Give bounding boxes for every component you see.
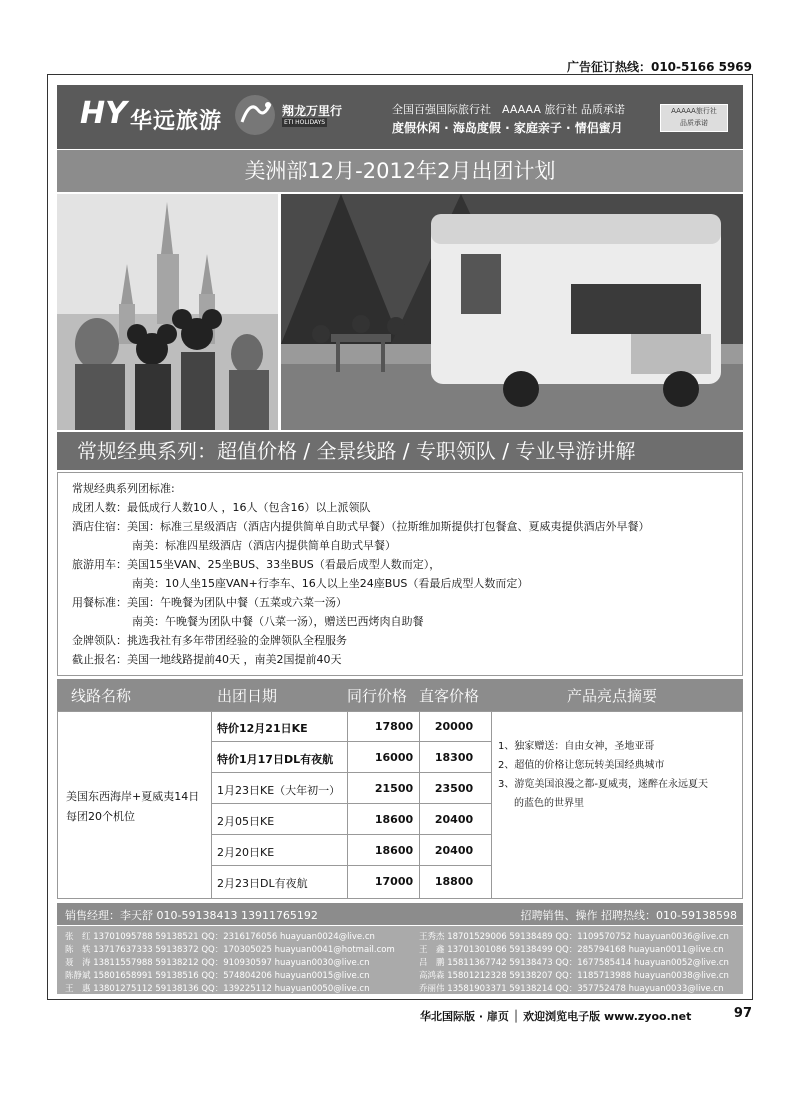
page-title: 美洲部12月-2012年2月出团计划 (57, 150, 743, 192)
list-item: 王 鑫 13701301086 59138499 QQ：285794168 huayuan0011@live.cn (419, 945, 724, 955)
table-header (57, 679, 743, 711)
column-divider (419, 712, 420, 898)
recruit-hotline: 招聘销售、操作 招聘热线：010-59138598 (520, 909, 737, 922)
highlight-item: 3、游览美国浪漫之都-夏威夷，迷醉在永远夏天 (498, 779, 708, 790)
ad-hotline: 广告征订热线：010-5166 5969 (566, 60, 752, 74)
brand-services: 度假休闲 · 海岛度假 · 家庭亲子 · 情侣蜜月 (392, 121, 623, 135)
list-item: 王秀杰 18701529006 59138489 QQ：1109570752 huayuan0036@live.cn (419, 932, 729, 942)
sales-bar (57, 903, 743, 925)
agent-price: 18600 (374, 813, 414, 826)
badge-top: AAAAA旅行社 (671, 107, 717, 115)
list-item: 吕 鹏 15811367742 59138473 QQ：1677585414 huayuan0052@live.cn (419, 958, 729, 968)
contact-list (57, 926, 743, 994)
dragon-logo-icon (232, 92, 278, 138)
series-banner: 常规经典系列：超值价格 / 全景线路 / 专职领队 / 专业导游讲解 (57, 432, 743, 470)
tour-standards (57, 472, 743, 676)
direct-price: 20400 (434, 844, 474, 857)
highlight-item: 2、超值的价格让您玩转美国经典城市 (498, 760, 665, 771)
list-item: 聂 涛 13811557988 59138212 QQ：910930597 huayuan0030@live.cn (65, 958, 370, 968)
standard-meal-sa: 南美：午晚餐为团队中餐（八菜一汤），赠送巴西烤肉自助餐 (132, 615, 424, 628)
brand-logo2-sub: ETI HOLIDAYS (284, 119, 326, 126)
agent-price: 17800 (374, 720, 414, 733)
disney-family-photo (57, 194, 278, 430)
brand-logo2-text: 翔龙万里行 (282, 104, 343, 118)
standard-meal-us: 用餐标准：美国：午晚餐为团队中餐（五菜或六菜一汤） (72, 596, 347, 609)
route-seats: 每团20个机位 (66, 810, 135, 823)
schedule-table (57, 711, 743, 899)
list-item: 陈 轶 13717637333 59138372 QQ：170305025 huayuan0041@hotmail.com (65, 945, 395, 955)
rv-camping-photo (281, 194, 743, 430)
direct-price: 20000 (434, 720, 474, 733)
edition-footer: 华北国际版 · 扉页 │ 欢迎浏览电子版 www.zyoo.net (420, 1010, 692, 1023)
column-divider (347, 712, 348, 898)
sales-manager: 销售经理：李天舒 010-59138413 13911765192 (65, 909, 318, 922)
badge-bottom: 品质承诺 (680, 119, 708, 127)
table-row (211, 774, 491, 804)
direct-price: 18300 (434, 751, 474, 764)
agent-price: 21500 (374, 782, 414, 795)
agent-price: 18600 (374, 844, 414, 857)
list-item: 乔丽伟 13581903371 59138214 QQ：357752478 huayuan0033@live.cn (419, 984, 724, 994)
product-highlights (498, 738, 734, 814)
standard-hotel-us: 酒店住宿：美国：标准三星级酒店（酒店内提供简单自助式早餐）（拉斯维加斯提供打包餐盒、夏威夷提供酒店外早餐） (72, 520, 650, 533)
quality-badge (660, 104, 728, 132)
standard-vehicle-sa: 南美：10人坐15座VAN+行李车、16人以上坐24座BUS（看最后成型人数而定） (132, 577, 529, 590)
header-agent-price: 同行价格 (347, 687, 408, 705)
direct-price: 23500 (434, 782, 474, 795)
list-item: 陈静斌 15801658991 59138516 QQ：574804206 huayuan0015@live.cn (65, 971, 370, 981)
departure-date: 特价12月21日KE (217, 722, 308, 735)
standards-heading: 常规经典系列团标准: (72, 482, 175, 495)
route-name: 美国东西海岸+夏威夷14日 (66, 790, 200, 803)
brand-logo-text: 华远旅游 (130, 109, 223, 134)
route-cell (58, 712, 212, 898)
agent-price: 17000 (374, 875, 414, 888)
brand-tagline: 全国百强国际旅行社 AAAAA 旅行社 品质承诺 (392, 103, 625, 116)
direct-price: 20400 (434, 813, 474, 826)
header-route: 线路名称 (71, 687, 132, 705)
table-row (211, 805, 491, 835)
direct-price: 18800 (434, 875, 474, 888)
departure-list (211, 712, 491, 898)
list-item: 张 红 13701095788 59138521 QQ：2316176056 huayuan0024@live.cn (65, 932, 375, 942)
agent-price: 16000 (374, 751, 414, 764)
highlight-item: 1、独家赠送：自由女神，圣地亚哥 (498, 741, 655, 752)
header-highlights: 产品亮点摘要 (567, 687, 658, 705)
column-divider (491, 712, 492, 898)
departure-date: 1月23日KE（大年初一） (217, 784, 341, 797)
table-row (211, 836, 491, 866)
departure-date: 2月05日KE (217, 815, 275, 828)
table-row (211, 712, 491, 742)
departure-date: 特价1月17日DL有夜航 (217, 753, 334, 766)
departure-date: 2月23日DL有夜航 (217, 877, 308, 890)
list-item: 王 惠 13801275112 59138136 QQ：139225112 huayuan0050@live.cn (65, 984, 370, 994)
header-direct-price: 直客价格 (419, 687, 480, 705)
table-row (211, 743, 491, 773)
list-item: 高鸿森 15801212328 59138207 QQ：1185713988 huayuan0038@live.cn (419, 971, 729, 981)
standard-deadline: 截止报名：美国一地线路提前40天 ，南美2国提前40天 (72, 653, 342, 666)
standard-tour-leader: 金牌领队：挑选我社有多年带团经验的金牌领队全程服务 (72, 634, 347, 647)
highlight-item: 的蓝色的世界里 (514, 798, 584, 809)
page-number: 97 (733, 1006, 752, 1021)
departure-date: 2月20日KE (217, 846, 275, 859)
standard-group-size: 成团人数：最低成行人数10人 ，16人（包含16）以上派领队 (72, 501, 371, 514)
brand-logo-mark: HY (80, 96, 127, 131)
table-row (211, 867, 491, 896)
standard-vehicle-us: 旅游用车：美国15坐VAN、25坐BUS、33坐BUS（看最后成型人数而定）， (72, 558, 441, 571)
header-date: 出团日期 (217, 687, 278, 705)
standard-hotel-sa: 南美：标准四星级酒店（酒店内提供简单自助式早餐） (132, 539, 396, 552)
